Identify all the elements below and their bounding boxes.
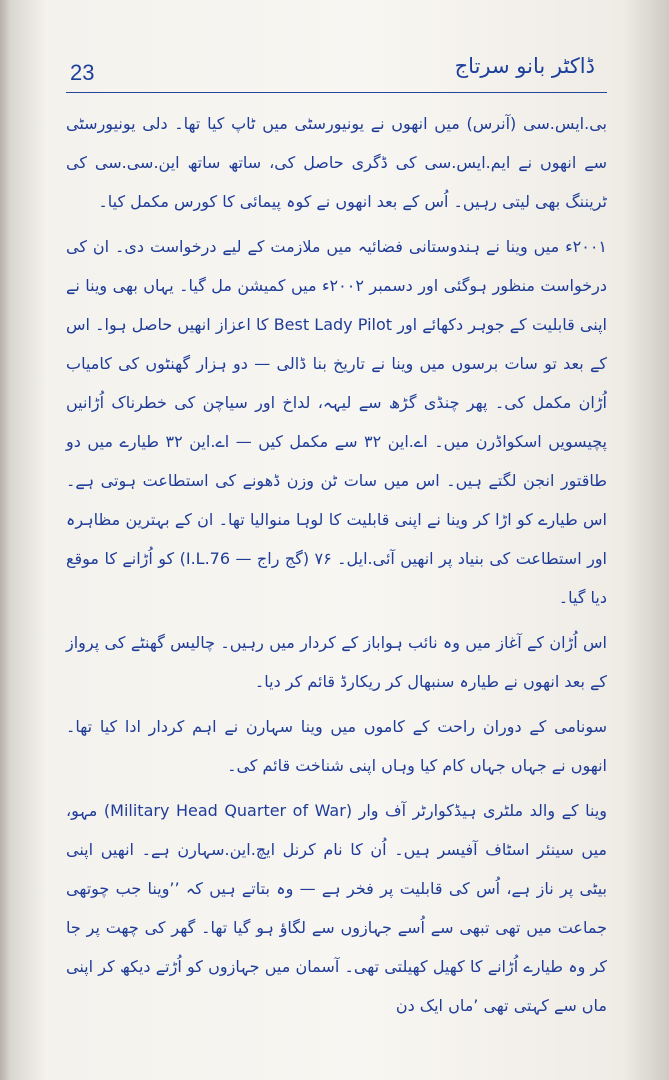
paragraph-3: اس اُڑان کے آغاز میں وہ نائب ہواباز کے کردار میں رہیں۔ چالیس گھنٹے کی پرواز کے بعد انھوں نے طیارہ سنبھال کر ریکارڈ قائم کر دیا۔ bbox=[66, 633, 607, 691]
header-rule bbox=[66, 92, 607, 93]
page-binding-shadow bbox=[0, 0, 10, 1080]
paragraph-4: سونامی کے دوران راحت کے کاموں میں وینا سہارن نے اہم کردار ادا کیا تھا۔ انھوں نے جہاں جہاں کام کیا وہاں اپنی شناخت قائم کی۔ bbox=[66, 717, 607, 775]
body-text bbox=[66, 104, 607, 1025]
running-head-author: ڈاکٹر بانو سرتاج bbox=[454, 54, 595, 78]
paragraph-2: ۲۰۰۱ء میں وینا نے ہندوستانی فضائیہ میں ملازمت کے لیے درخواست دی۔ ان کی درخواست منظور ہوگئی اور دسمبر ۲۰۰۲ء میں کمیشن مل گیا۔ یہاں بھی وینا نے اپنی قابلیت کے جوہر دکھائے اور Best Lady Pilot کا اعزاز انھیں حاصل ہوا۔ اس کے بعد تو سات برسوں میں وینا نے تاریخ بنا ڈالی — دو ہزار گھنٹوں کی کامیاب اُڑان مکمل کی۔ پھر چنڈی گڑھ سے لیہہ، لداخ اور سیاچن کی خطرناک اُڑانیں پچیسویں اسکواڈرن میں۔ اے.این ۳۲ سے مکمل کیں — اے.این ۳۲ طیارے میں دو طاقتور انجن لگتے ہیں۔ اس میں سات ٹن وزن ڈھونے کی استطاعت ہوتی ہے۔ اس طیارے کو اڑا کر وینا نے اپنی قابلیت کا لوہا منوالیا تھا۔ ان کے بہترین مظاہرہ اور استطاعت کی بنیاد پر انھیں آئی.ایل۔ ۷۶ (گج راج — I.L.76) کو اُڑانے کا موقع دیا گیا۔ bbox=[66, 237, 608, 607]
page-number: 23 bbox=[70, 60, 95, 85]
paragraph-1: بی.ایس.سی (آنرس) میں انھوں نے یونیورسٹی میں ٹاپ کیا تھا۔ دلی یونیورسٹی سے انھوں نے ایم.ایس.سی کی ڈگری حاصل کی، ساتھ ساتھ این.سی.سی کی ٹریننگ بھی لیتی رہیں۔ اُس کے بعد انھوں نے کوہ پیمائی کا کورس مکمل کیا۔ bbox=[66, 114, 607, 211]
paragraph-5: وینا کے والد ملٹری ہیڈکوارٹر آف وار (Military Head Quarter of War) مہو، میں سینئر اسٹاف آفیسر ہیں۔ اُن کا نام کرنل ایچ.این.سہارن ہے۔ انھیں اپنی بیٹی پر ناز ہے، اُس کی قابلیت پر فخر ہے — وہ بتاتے ہیں کہ ’’وینا جب چوتھی جماعت میں تھی تبھی سے اُسے جہازوں سے لگاؤ ہو گیا تھا۔ گھر کی چھت پر جا کر وہ طیارے اُڑانے کا کھیل کھیلتی تھی۔ آسمان میں جہازوں کو اُڑتے دیکھ کر اپنی ماں سے کہتی تھی ’ماں ایک دن bbox=[66, 801, 608, 1015]
